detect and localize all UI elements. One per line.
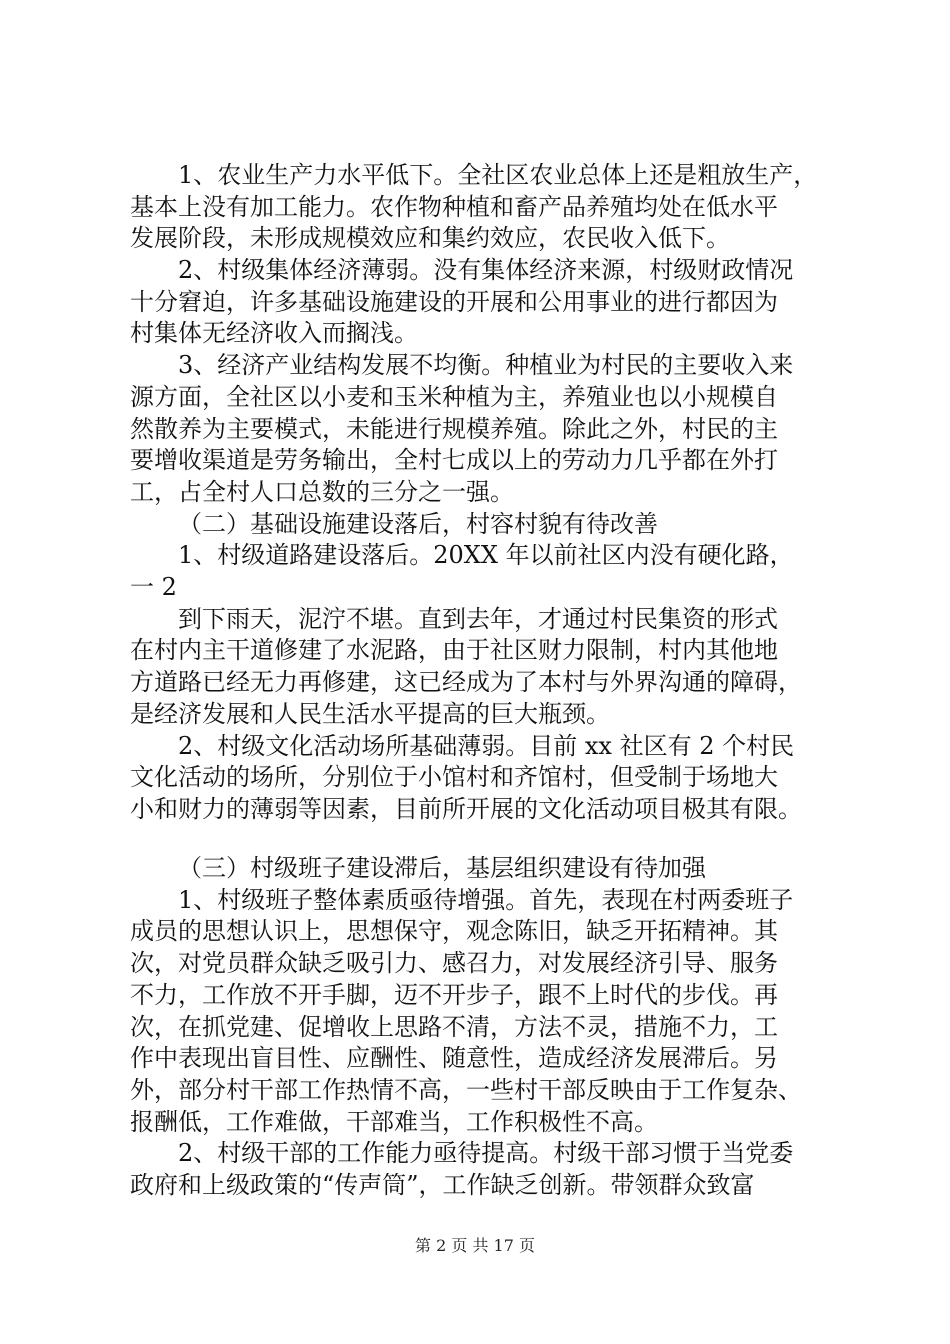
text-line: 2、村级文化活动场所基础薄弱。目前 xx 社区有 2 个村民 [178, 732, 795, 760]
page-number-footer: 第 2 页 共 17 页 [415, 1236, 535, 1255]
text-line: 十分窘迫，许多基础设施建设的开展和公用事业的进行都因为 [130, 288, 778, 316]
text-line: 村集体无经济收入而搁浅。 [130, 319, 418, 347]
text-line: 一 2 [130, 573, 177, 601]
text-line: 1、村级道路建设落后。20XX 年以前社区内没有硬化路， [178, 541, 794, 569]
text-line: 政府和上级政策的“传声筒”，工作缺乏创新。带领群众致富 [130, 1171, 755, 1199]
text-line: 成员的思想认识上，思想保守，观念陈旧，缺乏开拓精神。其 [130, 917, 778, 945]
text-line: 不力，工作放不开手脚，迈不开步子，跟不上时代的步伐。再 [130, 981, 778, 1009]
section-heading: （三）村级班子建设滞后，基层组织建设有待加强 [178, 854, 706, 882]
text-line: 1、农业生产力水平低下。全社区农业总体上还是粗放生产， [178, 161, 818, 189]
text-line: 方道路已经无力再修建，这已经成为了本村与外界沟通的障碍， [130, 668, 802, 696]
text-line: 基本上没有加工能力。农作物种植和畜产品养殖均处在低水平 [130, 193, 778, 221]
text-line: 次，在抓党建、促增收上思路不清，方法不灵，措施不力，工 [130, 1013, 778, 1041]
text-line: 发展阶段，未形成规模效应和集约效应，农民收入低下。 [130, 224, 730, 252]
text-line: 报酬低，工作难做，干部难当，工作积极性不高。 [130, 1108, 658, 1136]
text-line: 外，部分村干部工作热情不高，一些村干部反映由于工作复杂、 [130, 1076, 802, 1104]
text-line: 小和财力的薄弱等因素，目前所开展的文化活动项目极其有限。 [130, 795, 802, 823]
text-line: 文化活动的场所，分别位于小馆村和齐馆村，但受制于场地大 [130, 763, 778, 791]
text-line: 3、经济产业结构发展不均衡。种植业为村民的主要收入来 [178, 351, 794, 379]
text-line: 要增收渠道是劳务输出，全村七成以上的劳动力几乎都在外打 [130, 446, 778, 474]
text-line: 次，对党员群众缺乏吸引力、感召力，对发展经济引导、服务 [130, 949, 778, 977]
text-line: 在村内主干道修建了水泥路，由于社区财力限制，村内其他地 [130, 636, 778, 664]
text-line: 工，占全村人口总数的三分之一强。 [130, 478, 514, 506]
text-line: 源方面，全社区以小麦和玉米种植为主，养殖业也以小规模自 [130, 383, 778, 411]
section-heading: （二）基础设施建设落后，村容村貌有待改善 [178, 510, 658, 538]
text-line: 2、村级集体经济薄弱。没有集体经济来源，村级财政情况 [178, 256, 794, 284]
text-line: 然散养为主要模式，未能进行规模养殖。除此之外，村民的主 [130, 415, 778, 443]
text-line: 作中表现出盲目性、应酬性、随意性，造成经济发展滞后。另 [130, 1044, 778, 1072]
text-line: 2、村级干部的工作能力亟待提高。村级干部习惯于当党委 [178, 1139, 794, 1167]
text-line: 1、村级班子整体素质亟待增强。首先，表现在村两委班子 [178, 886, 794, 914]
text-line: 是经济发展和人民生活水平提高的巨大瓶颈。 [130, 700, 610, 728]
text-line: 到下雨天，泥泞不堪。直到去年，才通过村民集资的形式 [178, 605, 778, 633]
